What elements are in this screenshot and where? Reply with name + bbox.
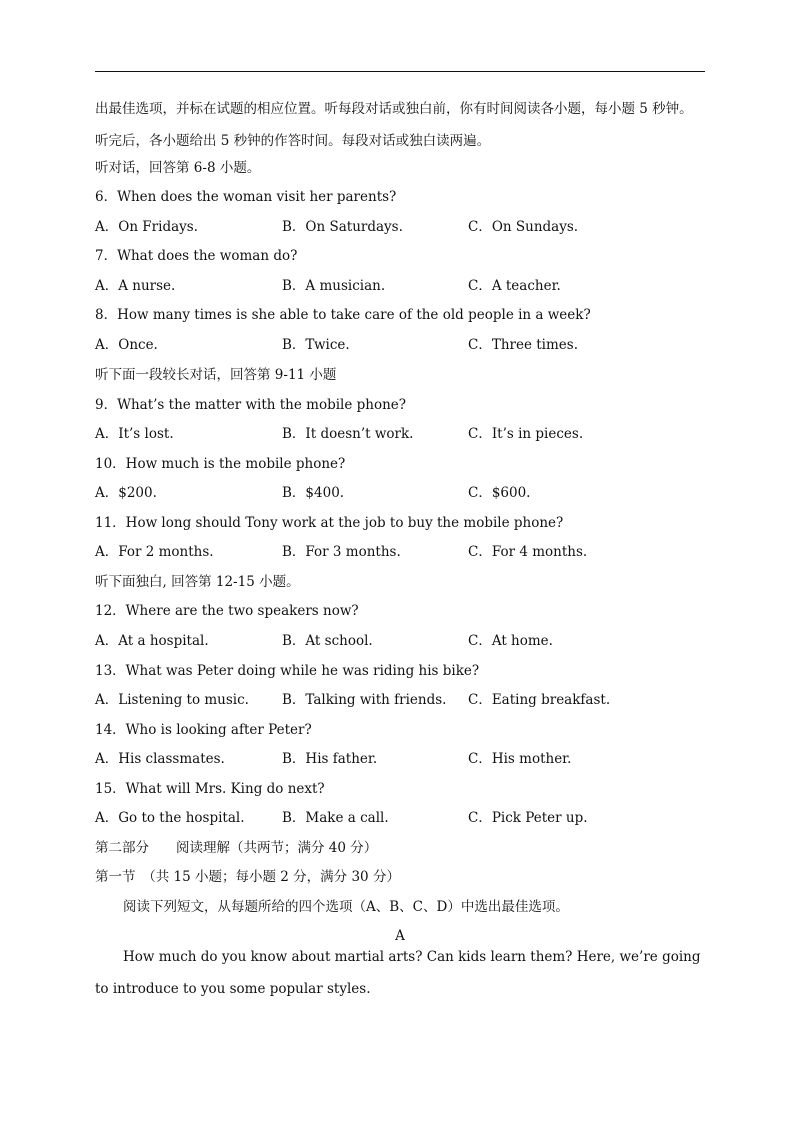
question-7-option-b[interactable]: B．A musician. bbox=[282, 278, 386, 294]
question-13-option-b[interactable]: B．Talking with friends. bbox=[282, 692, 447, 708]
reading-instruction: 阅读下列短文，从每题所给的四个选项（A、B、C、D）中选出最佳选项。 bbox=[123, 899, 569, 915]
section-instruction-12-15: 听下面独白, 回答第 12-15 小题。 bbox=[95, 574, 300, 590]
question-11-option-b[interactable]: B．For 3 months. bbox=[282, 544, 401, 560]
passage-a-text: How much do you know about martial arts? Can kids learn them? Here, we’re going to introduce to you some popular styles. bbox=[95, 949, 701, 997]
question-13-option-c[interactable]: C．Eating breakfast. bbox=[468, 692, 611, 708]
question-15-option-b[interactable]: B．Make a call. bbox=[282, 810, 389, 826]
question-7-option-c[interactable]: C．A teacher. bbox=[468, 278, 561, 294]
question-10-option-b[interactable]: B．$400. bbox=[282, 485, 345, 501]
question-11-option-c[interactable]: C．For 4 months. bbox=[468, 544, 588, 560]
question-8-option-a[interactable]: A．Once. bbox=[95, 337, 158, 353]
question-14-option-a[interactable]: A．His classmates. bbox=[95, 751, 225, 767]
question-7-option-a[interactable]: A．A nurse. bbox=[95, 278, 176, 294]
question-13-option-a[interactable]: A．Listening to music. bbox=[95, 692, 249, 708]
question-14-option-c[interactable]: C．His mother. bbox=[468, 751, 572, 767]
question-6-option-b[interactable]: B．On Saturdays. bbox=[282, 219, 403, 235]
question-15-option-a[interactable]: A．Go to the hospital. bbox=[95, 810, 245, 826]
question-6-option-a[interactable]: A．On Fridays. bbox=[95, 219, 198, 235]
question-11-stem: 11．How long should Tony work at the job to buy the mobile phone? bbox=[95, 515, 564, 531]
part2-heading: 第二部分 阅读理解（共两节；满分 40 分） bbox=[95, 840, 378, 856]
question-10-stem: 10．How much is the mobile phone? bbox=[95, 456, 346, 472]
question-12-option-a[interactable]: A．At a hospital. bbox=[95, 633, 209, 649]
question-8-option-c[interactable]: C．Three times. bbox=[468, 337, 579, 353]
section-instruction-6-8: 听对话，回答第 6-8 小题。 bbox=[95, 160, 261, 176]
header-rule bbox=[95, 71, 705, 72]
question-10-option-c[interactable]: C．$600. bbox=[468, 485, 531, 501]
part2-section1-heading: 第一节 （共 15 小题；每小题 2 分，满分 30 分） bbox=[95, 869, 400, 885]
question-11-option-a[interactable]: A．For 2 months. bbox=[95, 544, 214, 560]
question-6-stem: 6．When does the woman visit her parents? bbox=[95, 189, 397, 205]
question-12-option-c[interactable]: C．At home. bbox=[468, 633, 553, 649]
question-8-stem: 8．How many times is she able to take care of the old people in a week? bbox=[95, 307, 591, 323]
question-15-stem: 15．What will Mrs. King do next? bbox=[95, 781, 325, 797]
question-9-option-c[interactable]: C．It’s in pieces. bbox=[468, 426, 584, 442]
passage-label: A bbox=[395, 928, 405, 944]
listening-intro: 出最佳选项，并标在试题的相应位置。听每段对话或独白前，你有时间阅读各小题，每小题 5 秒钟。听完后，各小题给出 5 秒钟的作答时间。每段对话或独白读两遍。 bbox=[95, 101, 693, 149]
question-9-option-b[interactable]: B．It doesn’t work. bbox=[282, 426, 414, 442]
question-10-option-a[interactable]: A．$200. bbox=[95, 485, 157, 501]
question-6-option-c[interactable]: C．On Sundays. bbox=[468, 219, 579, 235]
question-13-stem: 13．What was Peter doing while he was riding his bike? bbox=[95, 663, 480, 679]
question-14-option-b[interactable]: B．His father. bbox=[282, 751, 378, 767]
question-7-stem: 7．What does the woman do? bbox=[95, 248, 298, 264]
section-instruction-9-11: 听下面一段较长对话，回答第 9-11 小题 bbox=[95, 367, 337, 383]
question-9-option-a[interactable]: A．It’s lost. bbox=[95, 426, 174, 442]
question-9-stem: 9．What’s the matter with the mobile phone? bbox=[95, 397, 407, 413]
question-8-option-b[interactable]: B．Twice. bbox=[282, 337, 350, 353]
question-15-option-c[interactable]: C．Pick Peter up. bbox=[468, 810, 588, 826]
question-12-option-b[interactable]: B．At school. bbox=[282, 633, 373, 649]
question-12-stem: 12．Where are the two speakers now? bbox=[95, 603, 359, 619]
question-14-stem: 14．Who is looking after Peter? bbox=[95, 722, 312, 738]
